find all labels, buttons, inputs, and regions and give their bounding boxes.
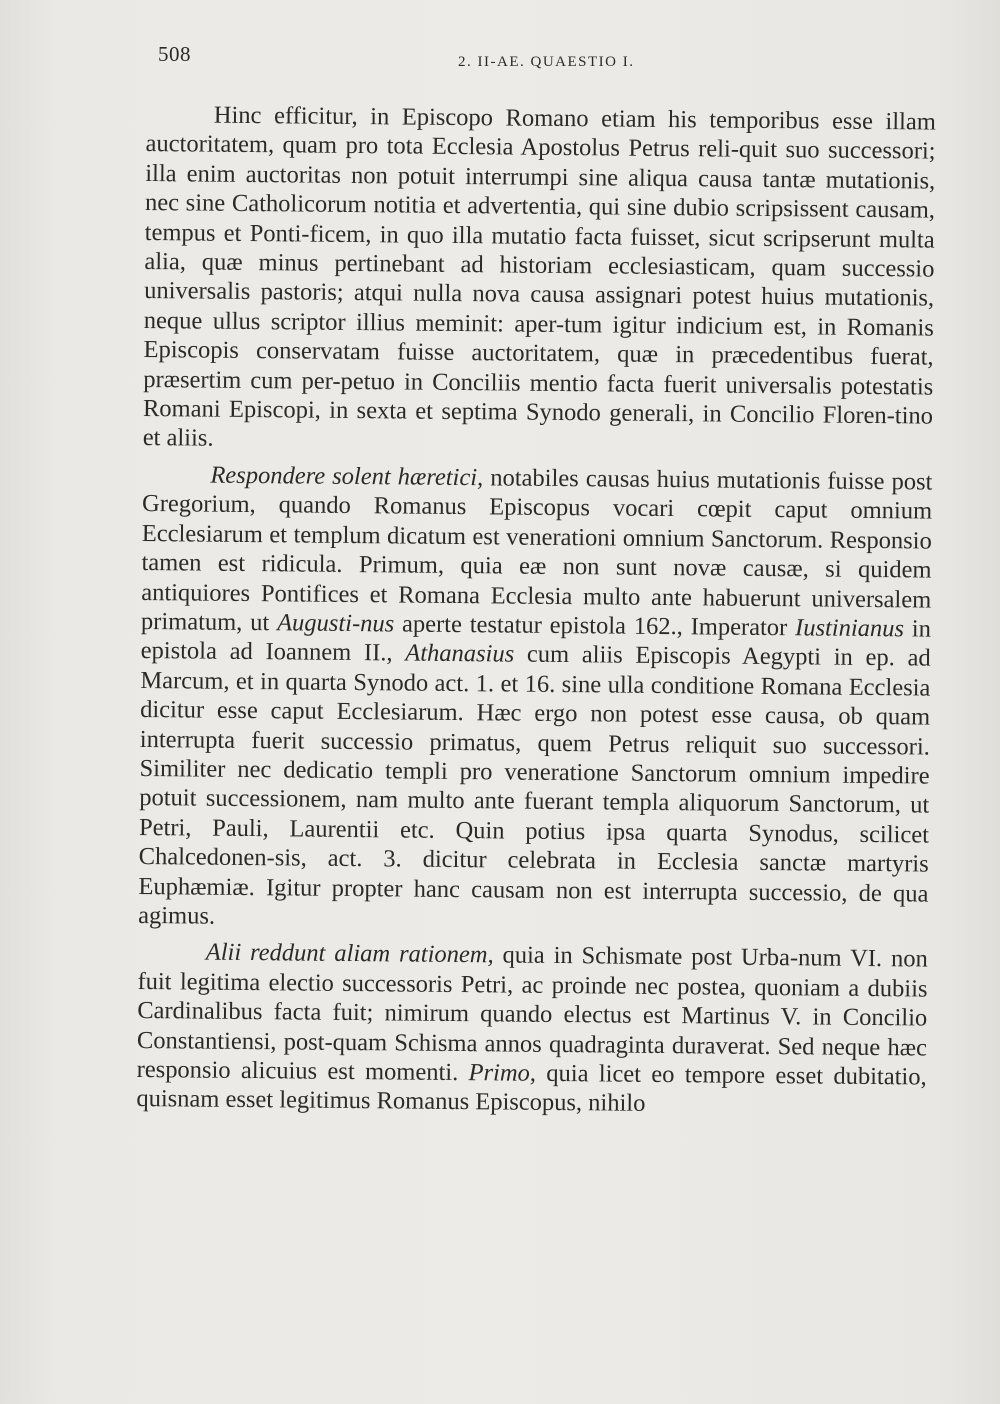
running-head: 2. II-AE. QUAESTIO I. — [458, 54, 635, 70]
italic-run: Alii reddunt aliam rationem, — [205, 938, 494, 969]
italic-run: Athanasius — [405, 639, 515, 668]
italic-run: Respondere solent hæretici, — [210, 461, 484, 492]
page-number: 508 — [158, 42, 191, 66]
italic-run: Augusti-nus — [277, 609, 395, 638]
paragraph-3 — [136, 937, 928, 1121]
body-text — [136, 100, 936, 1128]
italic-run: Primo, — [468, 1059, 537, 1087]
text-run: aperte testatur epistola 162., Imperator — [394, 610, 796, 642]
text-run: quia licet eo tempore esset dubitatio, quisnam esset legitimus Romanus Episcopus, nihilo — [136, 1059, 927, 1118]
text-run: in epistola ad Ioannem II., — [140, 615, 932, 667]
paragraph-2 — [138, 460, 932, 938]
italic-run: Iustinianus — [794, 614, 905, 643]
text-run: quia in Schismate post Urba-num VI. non fuit legitima electio successoris Petri, ac proinde nec postea, quoniam a dubiis Cardinalibus facta fuit; nimirum quando electus est Martinus V. in Concilio Constantiensi, post-quam Schisma annos quadraginta duraverat. Sed neque hæc responsio alicuius est momenti. — [136, 941, 928, 1087]
text-run: notabiles causas huius mutationis fuisse post Gregorium, quando Romanus Episcopus vocari cœpit caput omnium Ecclesiarum et templum dicatum est venerationi omnium Sanctorum. Responsio tamen est ridicula. Primum, quia eæ non sunt novæ causæ, si quidem antiquiores Pontifices et Romana Ecclesia multo ante habuerunt universalem primatum, ut — [140, 464, 933, 637]
text-run: cum aliis Episcopis Aegypti in ep. ad Marcum, et in quarta Synodo act. 1. et 16. sine ulla conditione Romana Ecclesia dicitur esse caput Ecclesiarum. Hæc ergo non potest esse causa, ob quam interrupta fuerit successio primatus, quem Petrus reliquit suo successori. Similiter nec dedicatio templi pro veneratione Sanctorum omnium impedire potuit successionem, nam multo ante fuerant templa aliquorum Sanctorum, ut Petri, Pauli, Laurentii etc. Quin potius ipsa quarta Synodus, scilicet Chalcedonen-sis, act. 3. dicitur celebrata in Ecclesia sanctæ martyris Euphæmiæ. Igitur propter hanc causam non est interrupta successio, de qua agimus. — [138, 640, 931, 930]
text-run: Hinc efficitur, in Episcopo Romano etiam his temporibus esse illam auctoritatem, quam pro tota Ecclesia Apostolus Petrus reli-quit suo successori; illa enim auctoritas non potuit interrumpi sine aliqua causa tantæ mutationis, nec sine Catholicorum notitia et advertentia, qui sine dubio scripsissent causam, tempus et Ponti-ficem, in quo illa mutatio facta fuisset, sicut scripserunt multa alia, quæ minus pertinebant ad historiam ecclesiasticam, quam successio universalis pastoris; atqui nulla nova causa assignari potest huius mutationis, neque ullus scriptor illius meminit: aper-tum igitur indicium est, in Romanis Episcopis conservatam fuisse auctoritatem, quæ in præcedentibus fuerat, præsertim cum per-petuo in Conciliis mentio facta fuerit universalis potestatis Romani Episcopi, in sexta et septima Synodo generali, in Concilio Floren-tino et aliis. — [142, 101, 936, 453]
paragraph-1 — [143, 100, 936, 460]
